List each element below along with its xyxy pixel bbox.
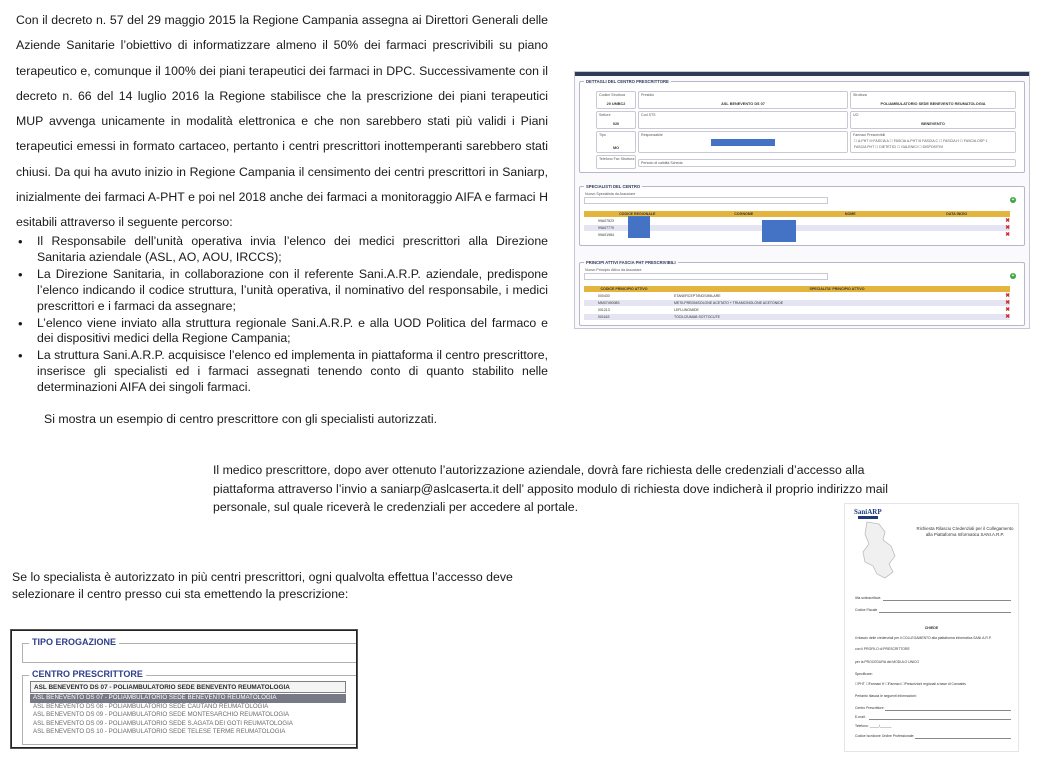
add-drug-button[interactable]: +: [1011, 273, 1015, 279]
form-label: Centro Prescrittore:: [855, 706, 885, 710]
specialists-panel-title: SPECIALISTI DEL CENTRO: [586, 184, 641, 189]
farmaci-checkboxes-row1[interactable]: ☐ A-PHT ☒ FASCIA A ☐ FASCIA A-PHT ☒ FASCIA C ☐ FASCIA H ☐ FASCIA OSP 1: [854, 139, 988, 143]
field-label: UO: [853, 113, 859, 117]
drug-select[interactable]: [584, 273, 828, 280]
remove-specialist-icon[interactable]: ✖: [1005, 225, 1010, 231]
form-text: Specificare:: [855, 672, 873, 676]
form-label: E-mail:: [855, 715, 866, 719]
form-text: per la PROCEDURA del MODULO UNICO: [855, 660, 920, 664]
campania-map-icon: [859, 520, 899, 582]
field-value: ASL BENEVENTO DS 07: [721, 102, 765, 106]
remove-specialist-icon[interactable]: ✖: [1005, 232, 1010, 238]
tipo-field[interactable]: [596, 131, 636, 153]
field-label: Telefono Fax Struttura: [599, 157, 635, 161]
credentials-request-form: [844, 503, 1019, 752]
saniarp-logo: SaniARP: [854, 508, 882, 516]
remove-drug-icon[interactable]: ✖: [1005, 314, 1010, 320]
centro-prescrittore-options: [30, 694, 346, 737]
specialist-instructions: Se lo specialista è autorizzato in più centri prescrittori, ogni qualvolta effettua l’accesso deve selezionare il centro presso cui sta emettendo la prescrizione:: [12, 570, 513, 601]
procedure-step: • L’elenco viene inviato alla struttura regionale Sani.A.R.P. e alla UOD Politica del farmaco e dei dispositivi medici della Regione Campania;: [16, 316, 548, 348]
procedure-step: • La Direzione Sanitaria, in collaborazione con il referente Sani.A.R.P. aziendale, predispone l’elenco indicando il codice struttura, l’unità operativa, il nominativo del responsabile, i medici prescrittori e i farmaci da assegnare;: [16, 267, 548, 315]
form-label: Telefono: _____/______: [855, 724, 892, 728]
presidio-field[interactable]: [638, 91, 848, 109]
form-label: Il/la sottoscritto/a: [855, 596, 881, 600]
drug-code: MM07490083: [598, 301, 620, 305]
remove-specialist-icon[interactable]: ✖: [1005, 218, 1010, 224]
example-note: Si mostra un esempio di centro prescrittore con gli specialisti autorizzati.: [44, 412, 437, 426]
remove-drug-icon[interactable]: ✖: [1005, 307, 1010, 313]
remove-drug-icon[interactable]: ✖: [1005, 300, 1010, 306]
field-label: Settore: [599, 113, 611, 117]
column-header: CODICE REGIONALE: [619, 212, 656, 216]
drug-code: 000430: [598, 294, 610, 298]
intro-paragraph: Con il decreto n. 57 del 29 maggio 2015 la Regione Campania assegna ai Direttori Generali delle Aziende Sanitarie l’obiettivo di informatizzare almeno il 50% dei farmaci prescrivibili su piano terapeutico e, comunque il 100% dei piani terapeutici dei farmaci in DPC. Successivamente con il decreto n. 66 del 14 luglio 2016 la Regione stabilisce che la prescrizione dei piani terapeutici MUP avvenga unicamente in modalità elettronica e che non sarebbero stati più validi i Piani terapeutici emessi in formato cartaceo, pertanto i centri prescrittori inottemperanti sarebbero stati chiusi. Da qui ha avuto inizio in Regione Campania il censimento dei centri prescrittori in Saniarp, inizialmente dei farmaci A-PHT e poi nel 2018 anche dei farmaci a monitoraggio AIFA e farmaci H esitabili attraverso il seguente percorso:: [16, 13, 548, 230]
table-row: [584, 314, 1010, 320]
redacted-surname: [628, 216, 650, 238]
field-value: 020: [612, 122, 620, 126]
redacted-name: [711, 139, 775, 146]
field-label: Farmaci Prescrivibili: [853, 133, 886, 137]
centro-option[interactable]: ASL BENEVENTO DS 07 - POLIAMBULATORIO SEDE BENEVENTO REUMATOLOGIA: [30, 694, 346, 703]
centro-prescrittore-select[interactable]: ASL BENEVENTO DS 07 - POLIAMBULATORIO SEDE BENEVENTO REUMATOLOGIA: [30, 681, 346, 693]
centro-prescrittore-label: CENTRO PRESCRITTORE: [29, 669, 146, 679]
procedure-step: • Il Responsabile dell’unità operativa invia l’elenco dei medici prescrittori alla Direzione Sanitaria aziendale (ASL, AO, AOU, IRCCS);: [16, 234, 548, 266]
periodo-validita-field[interactable]: [638, 159, 1016, 167]
field-label: Codice Struttura: [599, 93, 625, 97]
column-header: NOME: [844, 212, 856, 216]
specialist-select-label: Nuovo Specialista da Associare: [585, 192, 636, 196]
settore-field[interactable]: [596, 111, 636, 129]
table-row: [584, 307, 1010, 313]
drug-name: LEFLUNOMIDE: [674, 308, 699, 312]
field-value: BENEVENTO: [921, 122, 945, 126]
column-header: COGNOME: [734, 212, 754, 216]
form-rule: [915, 738, 1011, 739]
field-value: POLIAMBULATORIO SEDE BENEVENTO REUMATOLOGIA: [880, 102, 986, 106]
farmaci-checkboxes-row2[interactable]: FASCIA PHT ☐ DIETETICI ☐ GALENICI ☐ DISPOSITIVI: [854, 145, 944, 149]
centro-option[interactable]: ASL BENEVENTO DS 09 - POLIAMBULATORIO SEDE MONTESARCHIO REUMATOLOGIA: [33, 711, 290, 719]
field-value: 20 UMBC2: [606, 102, 626, 106]
screenshot-top-bar: [575, 72, 1029, 76]
drugs-table-header: [584, 286, 1010, 292]
table-row: [584, 300, 1010, 306]
centro-option[interactable]: ASL BENEVENTO DS 10 - POLIAMBULATORIO SEDE TELESE TERME REUMATOLOGIA: [33, 728, 286, 736]
form-rule: [869, 719, 1011, 720]
specialist-code: 99A07523: [598, 219, 614, 223]
form-text: con il PROFILO di PRESCRITTORE: [855, 647, 910, 651]
form-rule: [883, 600, 1011, 601]
centro-prescrittore-screenshot: [574, 71, 1030, 329]
centro-option[interactable]: ASL BENEVENTO DS 09 - POLIAMBULATORIO SEDE S.AGATA DEI GOTI REUMATOLOGIA: [33, 719, 293, 727]
drug-code: 001213: [598, 308, 610, 312]
tipo-erogazione-group: [22, 637, 356, 663]
field-label: Tipo: [599, 133, 606, 137]
remove-drug-icon[interactable]: ✖: [1005, 293, 1010, 299]
telefono-field[interactable]: [596, 155, 636, 169]
drug-code: 001163: [598, 315, 610, 319]
drug-name: METILPREDNISOLONE ACETATO + TRIAMCINOLONE ACETONIDE: [674, 301, 784, 305]
farmaci-prescrivibili-field[interactable]: [850, 131, 1016, 153]
form-rule: [879, 612, 1011, 613]
column-header: SPECIALITA' PRINCIPIO ATTIVO: [809, 287, 865, 291]
form-checkbox-row[interactable]: ☐PHT ☐Farmaci H ☐Farmaci ☐Prescrizioni regionali a base di Cannabis: [855, 682, 966, 686]
specialist-code: 99A01984: [598, 233, 614, 237]
doctor-instructions: Il medico prescrittore, dopo aver ottenuto l’autorizzazione aziendale, dovrà fare richiesta delle credenziali d’accesso alla piattaforma attraverso l’invio a saniarp@aslcaserta.it dell’ apposito modulo di richiesta dove indicherà il proprio indirizzo mail personale, sul quale riceverà le credenziali per accedere al portale.: [213, 463, 889, 514]
centro-selection-screenshot: [11, 630, 357, 748]
procedure-list: [16, 234, 548, 397]
form-label: Codice Fiscale: [855, 608, 878, 612]
responsabile-field[interactable]: [638, 131, 848, 153]
field-value: MO: [612, 146, 620, 150]
drugs-panel: [579, 262, 1025, 326]
drug-select-label: Nuovo Principio Attivo da Associare: [585, 268, 642, 272]
drug-name: TOCILIZUMAB SOTTOCUTE: [674, 315, 720, 319]
procedure-step: • La struttura Sani.A.R.P. acquisisce l’elenco ed implementa in piattaforma il centro prescrittore, inserisce gli specialisti ed i farmaci assegnati tenendo conto di quanto stabilito nelle determinazioni AIFA dei singoli farmaci.: [16, 348, 548, 396]
form-rule: [885, 710, 1011, 711]
field-label: Periodo di validità Scheda: [641, 161, 683, 165]
form-label: Codice Iscrizione Ordine Professionale:: [855, 734, 915, 738]
field-label: Responsabile: [641, 133, 663, 137]
centro-option[interactable]: ASL BENEVENTO DS 08 - POLIAMBULATORIO SEDE CAUTANO REUMATOLOGIA: [33, 702, 269, 710]
column-header: CODICE PRINCIPIO ATTIVO: [600, 287, 648, 291]
form-text: Pertanto rilascia le seguenti informazioni:: [855, 694, 917, 698]
field-label: Cod STS: [641, 113, 656, 117]
add-specialist-button[interactable]: +: [1011, 197, 1015, 203]
field-label: Struttura: [853, 93, 867, 97]
form-text: il rilascio delle credenziali per il COLLEGAMENTO alla piattaforma informatica SANI.A.R.P.: [855, 636, 992, 640]
codice-struttura-field[interactable]: [596, 91, 636, 109]
ubicazione-field[interactable]: [850, 111, 1016, 129]
specialists-panel: [579, 186, 1025, 246]
form-title: Richiesta Rilascio Credenziali per il Collegamento alla Piattaforma Informatica SANI.A.R.P.: [916, 526, 1014, 537]
column-header: DATA INIZIO: [946, 212, 968, 216]
struttura-field[interactable]: [850, 91, 1016, 109]
redacted-first-name: [762, 220, 796, 242]
drugs-panel-title: PRINCIPI ATTIVI FASCIA PHT PRESCRIVIBILI: [586, 260, 676, 265]
form-heading: CHIEDE: [924, 626, 939, 630]
cod-sts-field[interactable]: [638, 111, 848, 129]
table-row: [584, 293, 1010, 299]
specialist-select[interactable]: [584, 197, 828, 204]
field-label: Presidio: [641, 93, 654, 97]
details-panel-title: DETTAGLI DEL CENTRO PRESCRITTORE: [586, 79, 669, 84]
drug-name: ETANERCEPT/BIOSIMILARE: [674, 294, 721, 298]
tipo-erogazione-label: TIPO EROGAZIONE: [29, 637, 119, 647]
details-panel: [579, 81, 1025, 173]
specialist-code: 99A07779: [598, 226, 614, 230]
